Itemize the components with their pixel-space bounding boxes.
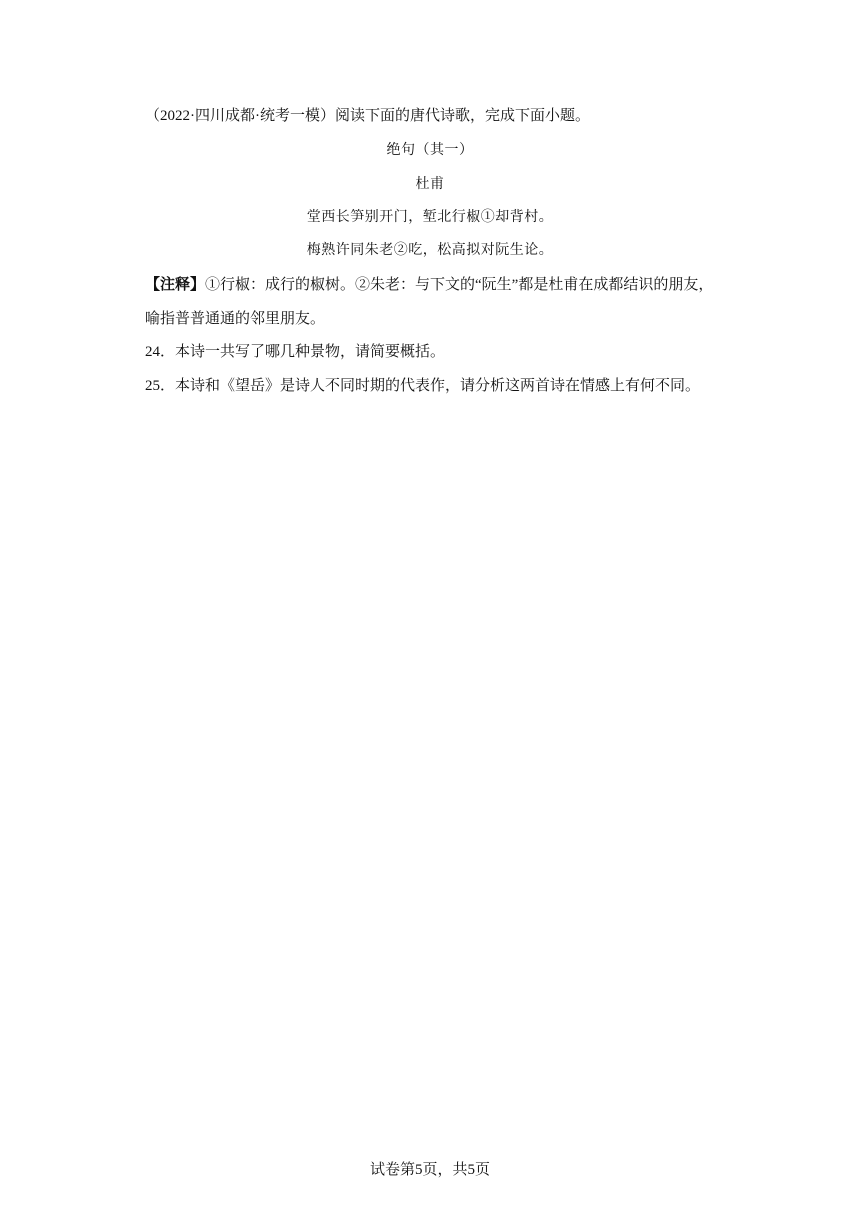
- question-25: 25．本诗和《望岳》是诗人不同时期的代表作，请分析这两首诗在情感上有何不同。: [145, 378, 701, 394]
- poem-line-2: 梅熟许同朱老②吃，松高拟对阮生论。: [306, 243, 554, 258]
- note-line-1: [145, 275, 713, 295]
- note-tag: 【注释】: [145, 277, 206, 293]
- poem-line-1: 堂西长笋别开门，堑北行椒①却背村。: [306, 210, 554, 225]
- question-24: 24．本诗一共写了哪几种景物，请简要概括。: [145, 344, 446, 360]
- poem-title: 绝句（其一）: [386, 143, 474, 158]
- page-footer: 试卷第5页，共5页: [369, 1162, 490, 1178]
- poem-author: 杜甫: [415, 177, 445, 192]
- note-text-1: ①行椒：成行的椒树。②朱老：与下文的“阮生”都是杜甫在成都结识的朋友，: [205, 277, 714, 293]
- note-line-2: 喻指普普通通的邻里朋友。: [145, 311, 326, 327]
- intro-text: （2022·四川成都·统考一模）阅读下面的唐代诗歌，完成下面小题。: [145, 108, 590, 124]
